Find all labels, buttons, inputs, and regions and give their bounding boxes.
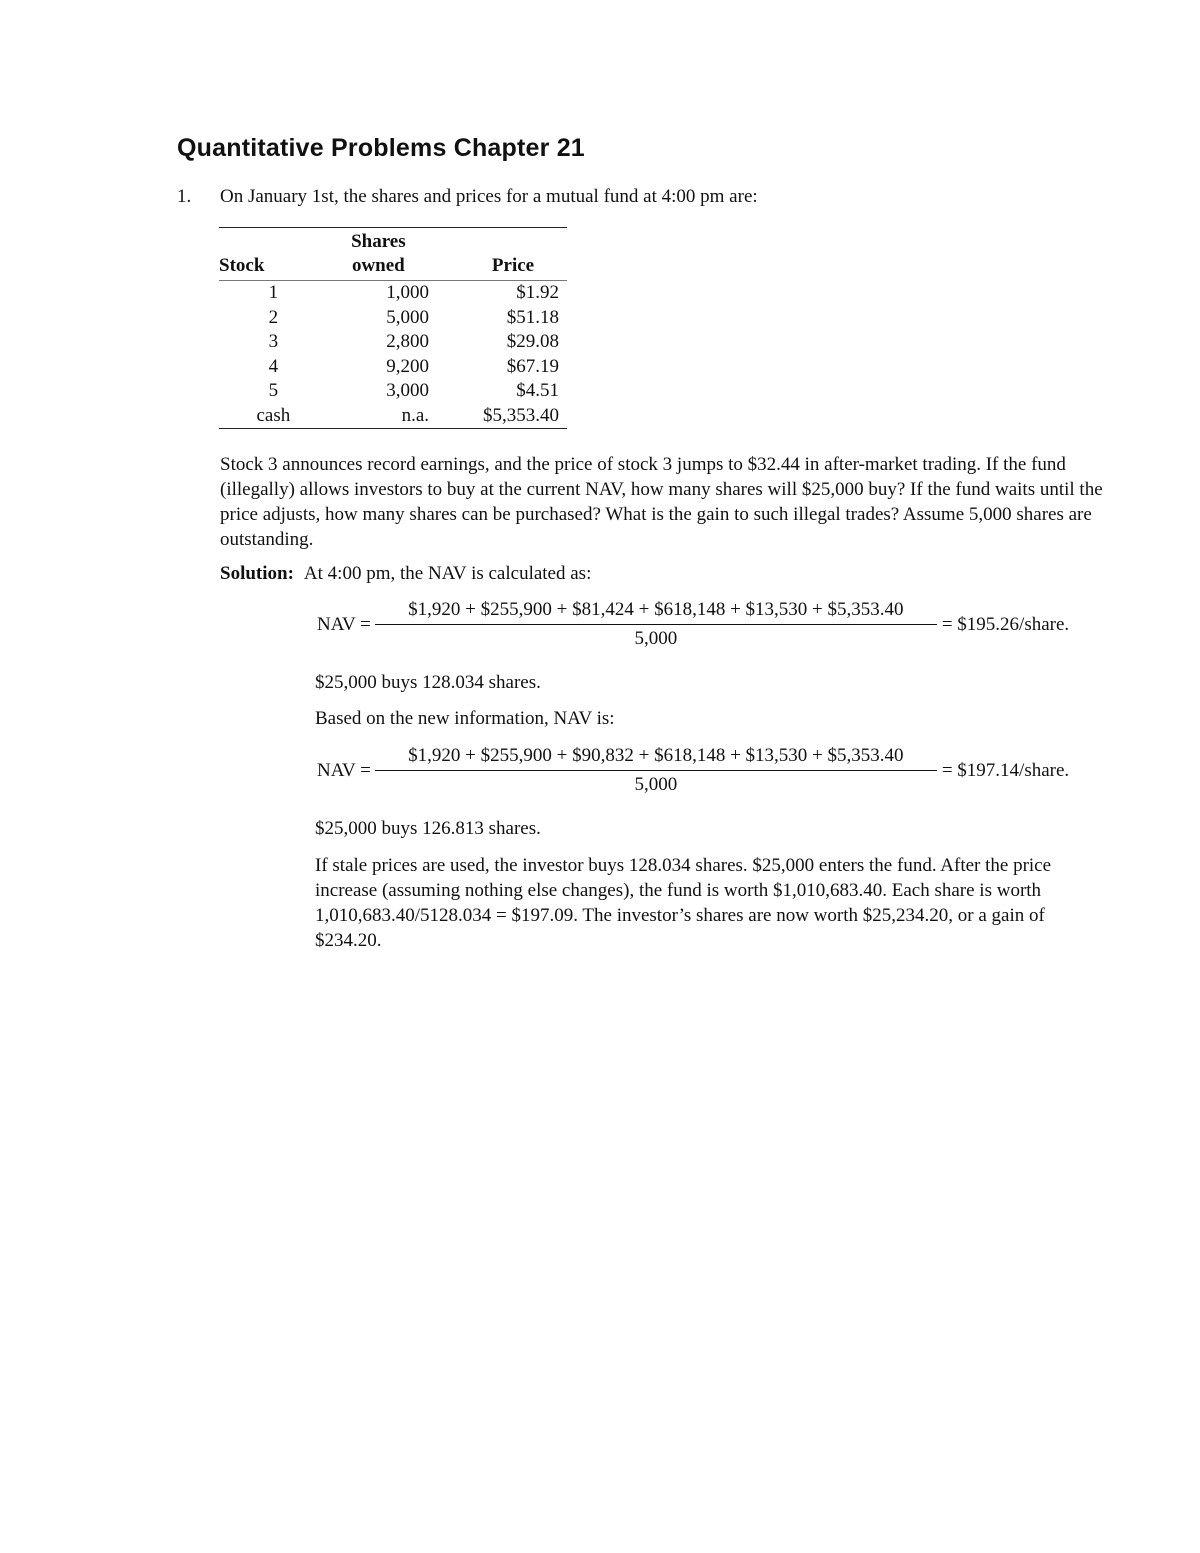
table-row	[219, 330, 567, 355]
nav-result: = $195.26/share.	[941, 613, 1070, 635]
buy-result-updated: $25,000 buys 126.813 shares.	[315, 818, 541, 839]
stock-cell: 1	[268, 282, 279, 303]
table-header-row	[219, 228, 567, 281]
problem-body: Stock 3 announces record earnings, and the price of stock 3 jumps to $32.44 in after-market trading. If the fund (illegally) allows investors to buy at the current NAV, how many shares will $25,000 buy? If the fund waits until the price adjusts, how many shares can be purchased? What is the gain to such illegal trades? Assume 5,000 shares are outstanding.	[220, 454, 1103, 550]
shares-cell: n.a.	[401, 404, 429, 426]
nav-denominator: 5,000	[634, 774, 678, 795]
shares-cell: 3,000	[386, 380, 429, 401]
stock-cell: 5	[268, 380, 279, 401]
nav-numerator: $1,920 + $255,900 + $90,832 + $618,148 + $13,530 + $5,353.40	[408, 745, 904, 766]
header-shares-line1: Shares	[351, 231, 406, 252]
nav-label: NAV =	[317, 613, 371, 635]
price-cell: $1.92	[516, 282, 559, 303]
price-cell: $4.51	[516, 380, 559, 401]
nav-formula-initial	[317, 599, 1069, 650]
nav-formula-updated	[317, 745, 1069, 796]
header-shares-line2: owned	[351, 255, 405, 276]
header-shares-owned	[328, 228, 429, 281]
buy-result-initial: $25,000 buys 128.034 shares.	[315, 672, 541, 693]
table-row	[219, 306, 567, 331]
shares-cell: 5,000	[386, 306, 429, 328]
nav-fraction	[375, 745, 937, 796]
header-stock: Stock	[219, 255, 265, 276]
price-cell: $67.19	[506, 355, 559, 377]
stock-cell: 2	[268, 306, 279, 328]
nav-result: = $197.14/share.	[941, 759, 1070, 781]
nav-label: NAV =	[317, 759, 371, 781]
nav-denominator: 5,000	[634, 628, 678, 649]
problem-intro: On January 1st, the shares and prices for a mutual fund at 4:00 pm are:	[220, 186, 758, 207]
table-row	[219, 355, 567, 380]
page-title: Quantitative Problems Chapter 21	[177, 134, 585, 162]
shares-cell: 9,200	[386, 355, 429, 377]
table-row	[219, 379, 567, 404]
based-on-new-info: Based on the new information, NAV is:	[315, 708, 615, 729]
table-row	[219, 404, 567, 429]
stock-cell: 4	[268, 355, 279, 377]
problem-number: 1.	[177, 186, 192, 207]
shares-cell: 2,800	[386, 331, 429, 352]
final-paragraph: If stale prices are used, the investor buys 128.034 shares. $25,000 enters the fund. After the price increase (assuming nothing else changes), the fund is worth $1,010,683.40. Each share is worth 1,010,683.40/5128.034 = $197.09. The investor’s shares are now worth $25,234.20, or a gain of $234.20.	[315, 855, 1052, 951]
solution-label: Solution:	[220, 563, 294, 584]
price-cell: $5,353.40	[483, 404, 559, 426]
table-row	[219, 281, 567, 306]
stock-cell: 3	[268, 331, 279, 352]
price-cell: $51.18	[506, 306, 559, 328]
shares-cell: 1,000	[386, 282, 429, 303]
solution-line	[220, 563, 591, 585]
stock-cell: cash	[256, 404, 291, 426]
nav-fraction	[375, 599, 937, 650]
price-cell: $29.08	[506, 331, 559, 352]
holdings-table	[219, 227, 567, 429]
solution-intro: At 4:00 pm, the NAV is calculated as:	[303, 563, 592, 584]
nav-numerator: $1,920 + $255,900 + $81,424 + $618,148 + $13,530 + $5,353.40	[408, 599, 904, 620]
header-price: Price	[491, 255, 535, 276]
